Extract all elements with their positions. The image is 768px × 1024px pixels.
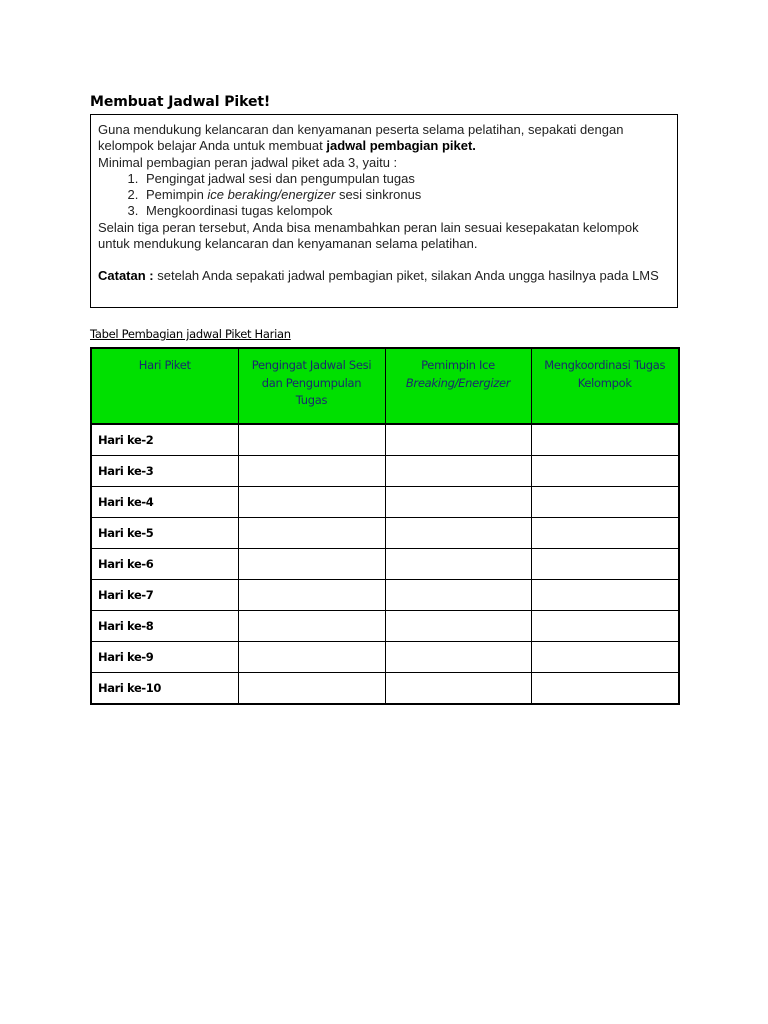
day-label-cell: Hari ke-2 [91,424,238,456]
pengingat-cell[interactable] [238,642,385,673]
pengingat-cell[interactable] [238,673,385,705]
koordinasi-cell[interactable] [531,580,679,611]
pemimpin-cell[interactable] [385,611,531,642]
extra-roles-paragraph: Selain tiga peran tersebut, Anda bisa menambahkan peran lain sesuai kesepakatan kelompok untuk mendukung kelancaran dan kenyamanan selama pelatihan. [98,219,639,252]
koordinasi-cell[interactable] [531,611,679,642]
role-italic: ice beraking/energizer [207,187,336,203]
koordinasi-cell[interactable] [531,673,679,705]
role-item: 1. Pengingat jadwal sesi dan pengumpulan tugas [142,171,670,187]
header-hari-piket: Hari Piket [91,348,238,424]
note-paragraph [98,268,670,284]
pengingat-cell[interactable] [238,611,385,642]
role-item: 3. Mengkoordinasi tugas kelompok [142,203,670,219]
day-label-cell: Hari ke-3 [91,456,238,487]
koordinasi-cell[interactable] [531,642,679,673]
table-caption: Tabel Pembagian jadwal Piket Harian [90,327,291,341]
header-pemimpin [385,348,531,424]
day-label-cell: Hari ke-4 [91,487,238,518]
koordinasi-cell[interactable] [531,518,679,549]
note-text: setelah Anda sepakati jadwal pembagian piket, silakan Anda ungga hasilnya pada LMS [153,268,659,284]
pemimpin-cell[interactable] [385,456,531,487]
pemimpin-cell[interactable] [385,549,531,580]
day-label-cell: Hari ke-9 [91,642,238,673]
day-label-cell: Hari ke-6 [91,549,238,580]
table-row [91,580,679,611]
pengingat-cell[interactable] [238,549,385,580]
pemimpin-cell[interactable] [385,580,531,611]
pengingat-cell[interactable] [238,518,385,549]
pengingat-cell[interactable] [238,456,385,487]
pemimpin-cell[interactable] [385,642,531,673]
paragraph-spacer [98,252,670,268]
table-row [91,611,679,642]
pemimpin-cell[interactable] [385,518,531,549]
pengingat-cell[interactable] [238,487,385,518]
day-label-cell: Hari ke-7 [91,580,238,611]
minimal-line: Minimal pembagian peran jadwal piket ada 3, yaitu : [98,154,398,170]
intro-bold-text: jadwal pembagian piket. [326,138,476,154]
pemimpin-cell[interactable] [385,487,531,518]
table-row [91,518,679,549]
header-pemimpin-plain: Pemimpin Ice [421,358,495,372]
table-row [91,549,679,580]
table-body [91,424,679,704]
table-row [91,487,679,518]
intro-paragraph [98,122,670,155]
koordinasi-cell[interactable] [531,456,679,487]
header-pengingat: Pengingat Jadwal Sesi dan Pengumpulan Tugas [238,348,385,424]
role-prefix: Pemimpin [146,187,208,203]
koordinasi-cell[interactable] [531,424,679,456]
day-label-cell: Hari ke-10 [91,673,238,705]
day-label-cell: Hari ke-8 [91,611,238,642]
pemimpin-cell[interactable] [385,424,531,456]
day-label-cell: Hari ke-5 [91,518,238,549]
pengingat-cell[interactable] [238,424,385,456]
table-header-row [91,348,679,424]
header-koordinasi: Mengkoordinasi Tugas Kelompok [531,348,679,424]
piket-schedule-table [90,347,680,705]
pemimpin-cell[interactable] [385,673,531,705]
table-row [91,424,679,456]
table-row [91,642,679,673]
instructions-box [90,114,678,308]
role-item [142,187,670,203]
roles-list [98,171,670,220]
table-row [91,673,679,705]
note-label: Catatan : [98,268,154,284]
koordinasi-cell[interactable] [531,549,679,580]
table-row [91,456,679,487]
page-title: Membuat Jadwal Piket! [90,94,271,110]
intro-text: Guna mendukung kelancaran dan kenyamanan peserta selama pelatihan, sepakati dengan kelompok belajar Anda untuk membuat [98,122,624,154]
koordinasi-cell[interactable] [531,487,679,518]
role-suffix: sesi sinkronus [335,187,422,203]
header-pemimpin-italic: Breaking/Energizer [405,375,511,390]
pengingat-cell[interactable] [238,580,385,611]
